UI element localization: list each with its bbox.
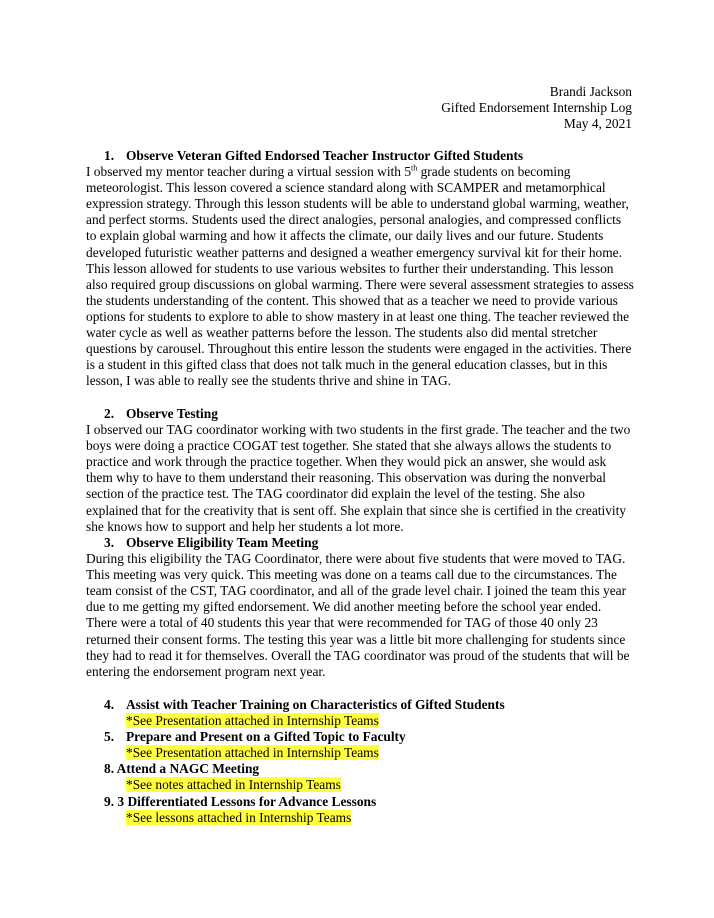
- task-8-note: *See notes attached in Internship Teams: [126, 777, 341, 793]
- section-3-number: 3.: [104, 535, 115, 550]
- section-1: [86, 148, 634, 389]
- section-3: [86, 535, 634, 680]
- section-2-body: I observed our TAG coordinator working with two students in the first grade. The teacher and the two boys were doing a practice COGAT test together. She stated that she always allows the students to practice and work through the practice together. When they would pick an answer, she would ask them why to have to them understand their reasoning. This observation was during the nonverbal section of the practice test. The TAG coordinator did explain the level of the testing. She also explained that for the creativity that is sent off. She explain that since she is certified in the creativity she knows how to support and help her students a lot more.: [86, 422, 631, 534]
- section-1-title: Observe Veteran Gifted Endorsed Teacher Instructor Gifted Students: [126, 148, 524, 163]
- task-9-number: 9.: [104, 793, 115, 809]
- task-9-title: 3 Differentiated Lessons for Advance Lessons: [117, 793, 377, 809]
- task-4-title: Assist with Teacher Training on Characteristics of Gifted Students: [126, 697, 505, 712]
- document-date: May 4, 2021: [563, 116, 632, 132]
- section-3-heading: [86, 535, 634, 551]
- task-5-number: 5.: [104, 729, 115, 745]
- task-9-note: *See lessons attached in Internship Teams: [126, 809, 352, 825]
- section-2: [86, 406, 634, 535]
- section-1-body: I observed my mentor teacher during a virtual session with 5th grade students on becoming meteorologist. This lesson covered a science standard along with SCAMPER and metamorphical expression strategy. Through this lesson students will be able to understand global warming, weather, and perfect storms. Students used the direct analogies, personal analogies, and compressed conflicts to explain global warming and how it affects the climate, our daily lives and our future. Students developed futuristic weather patterns and designed a weather emergency survival kit for their home. This lesson allowed for students to use various websites to further their understanding. This lesson also required group discussions on global warming. There were several assessment strategies to assess the students understanding of the content. This showed that as a teacher we need to provide various options for students to explore to able to show mastery in at least one thing. The teacher reviewed the water cycle as well as weather patterns before the lesson. The students also did mental stretcher questions by carousel. Throughout this entire lesson the students were engaged in the activities. There is a student in this gifted class that does not talk much in the general education classes, but in this lesson, I was able to really see the students thrive and shine in TAG.: [86, 163, 634, 389]
- task-item: [86, 729, 634, 761]
- author-name: Brandi Jackson: [549, 84, 632, 99]
- document-title: Gifted Endorsement Internship Log: [441, 100, 632, 116]
- section-2-number: 2.: [104, 406, 115, 421]
- task-8-number: 8.: [104, 761, 115, 777]
- section-1-number: 1.: [104, 148, 115, 163]
- section-3-title: Observe Eligibility Team Meeting: [126, 535, 319, 550]
- task-5-title: Prepare and Present on a Gifted Topic to Faculty: [126, 729, 406, 745]
- task-item: [86, 761, 634, 793]
- section-2-title: Observe Testing: [126, 406, 218, 421]
- section-2-heading: [86, 406, 634, 422]
- task-item: [86, 697, 634, 729]
- task-item: [86, 794, 634, 826]
- section-1-heading: [86, 148, 634, 164]
- task-8-title: Attend a NAGC Meeting: [116, 761, 260, 777]
- section-3-body: During this eligibility the TAG Coordinator, there were about five students that were moved to TAG. This meeting was very quick. This meeting was done on a teams call due to the circumstances. The team consist of the CST, TAG coordinator, and all of the grade level chair. I joined the team this year due to me getting my gifted endorsement. We did another meeting before the school year ended. There were a total of 40 students this year that were recommended for TAG of those 40 only 23 returned their consent forms. The testing this year was a little bit more challenging for students since they had to read it for themselves. Overall the TAG coordinator was proud of the students that will be entering the endorsement program next year.: [86, 551, 630, 679]
- task-5-note: *See Presentation attached in Internship Teams: [126, 745, 379, 761]
- document-header: [441, 84, 632, 132]
- task-4-number: 4.: [104, 697, 115, 712]
- task-list: [86, 697, 634, 826]
- task-4-note: *See Presentation attached in Internship Teams: [126, 713, 379, 729]
